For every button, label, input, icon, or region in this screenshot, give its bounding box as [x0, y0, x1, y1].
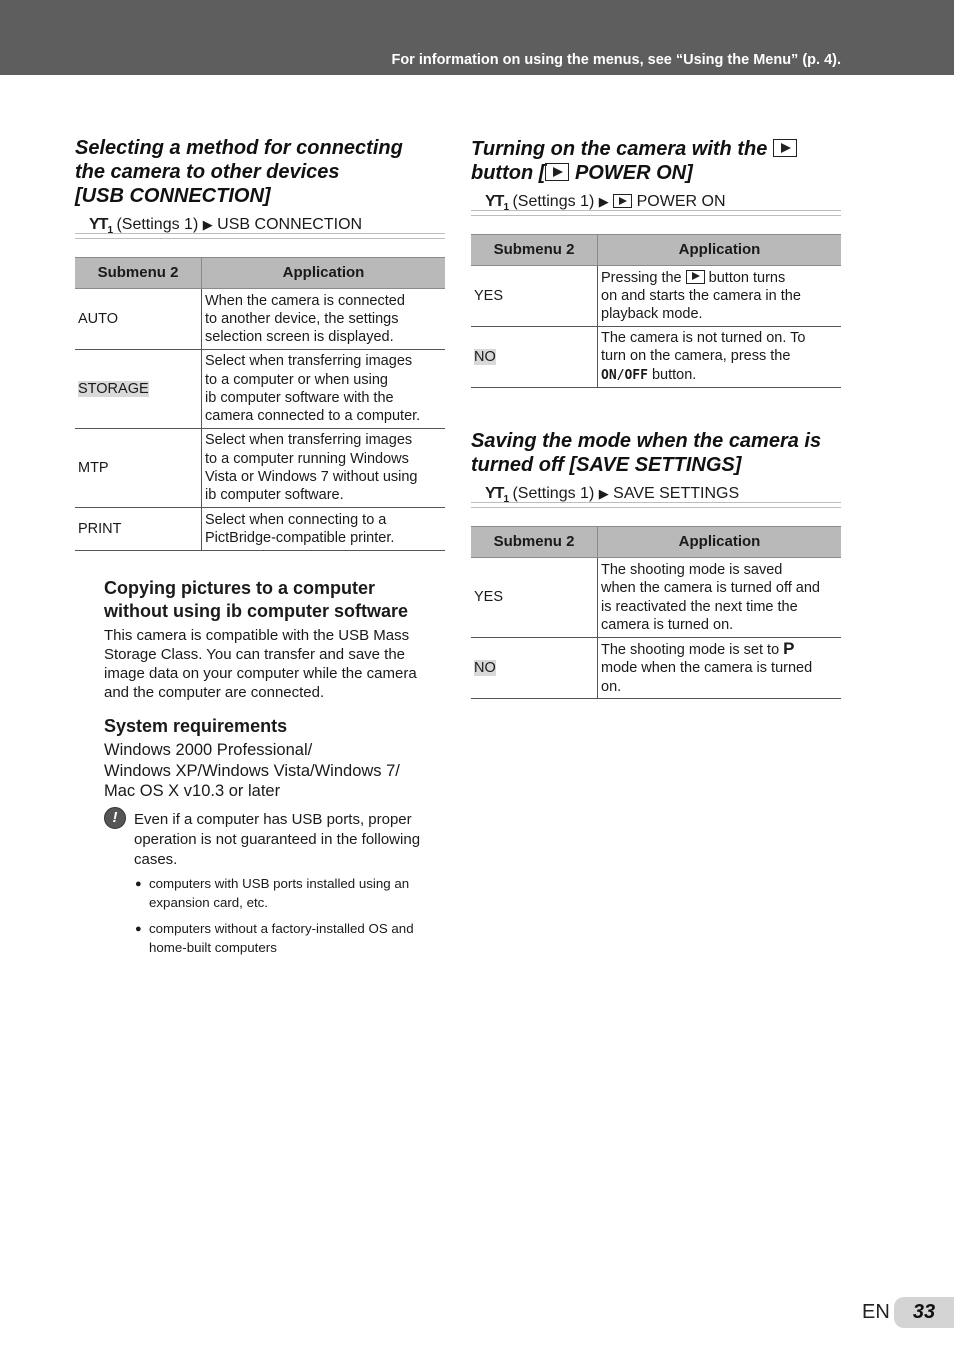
cell-line: camera connected to a computer.	[205, 408, 421, 425]
caution-line: operation is not guaranteed in the following	[134, 831, 421, 848]
cell-line: ib computer software.	[205, 487, 344, 504]
table-row	[471, 266, 841, 327]
table-row	[471, 327, 841, 388]
cell-line: When the camera is connected	[205, 292, 405, 309]
path-item-label: POWER ON	[632, 193, 726, 210]
body-line: This camera is compatible with the USB Mass	[104, 627, 410, 644]
caution-bullet	[135, 920, 414, 957]
playback-button-icon	[613, 194, 632, 208]
path-item-label: SAVE SETTINGS	[608, 485, 740, 502]
copying-body	[104, 626, 417, 702]
title-line: [USB CONNECTION]	[75, 185, 271, 207]
caution-icon: !	[104, 807, 126, 829]
page-number: 33	[894, 1297, 954, 1328]
bullet-icon: ●	[135, 923, 142, 935]
cell-line: The shooting mode is set to P	[601, 639, 795, 659]
cell-line: is reactivated the next time the	[601, 598, 798, 615]
table-row	[471, 558, 841, 638]
cell-line: Select when transferring images	[205, 432, 413, 449]
requirement-line: Mac OS X v10.3 or later	[104, 782, 281, 800]
submenu-option: AUTO	[78, 310, 119, 327]
submenu-option: YES	[474, 287, 504, 304]
title-line: Turning on the camera with the	[471, 137, 841, 161]
path-settings-label: (Settings 1)	[508, 193, 599, 210]
arrow-right-icon: ▶	[598, 486, 609, 501]
table-row	[75, 350, 445, 429]
system-requirements-list	[104, 740, 400, 802]
cell-line: Vista or Windows 7 without using	[205, 469, 418, 485]
cell-line: camera is turned on.	[601, 616, 734, 633]
bullet-line: computers without a factory-installed OS and	[149, 921, 414, 936]
table-row	[75, 289, 445, 350]
cell-line: playback mode.	[601, 306, 703, 323]
playback-button-icon	[545, 163, 569, 181]
usb-connection-title	[75, 136, 445, 208]
cell-line: PictBridge-compatible printer.	[205, 530, 395, 546]
cell-line: to a computer running Windows	[205, 450, 409, 467]
caution-line: Even if a computer has USB ports, proper	[134, 811, 412, 828]
submenu-option: STORAGE	[78, 380, 149, 397]
column-header: Application	[598, 527, 842, 558]
submenu-option: MTP	[78, 459, 109, 476]
path-settings-label: (Settings 1)	[112, 216, 203, 233]
header-bar	[0, 0, 954, 75]
cell-line: ON/OFF button.	[601, 366, 697, 383]
arrow-right-icon: ▶	[202, 217, 213, 232]
submenu-option: PRINT	[78, 520, 122, 537]
save-settings-title	[471, 429, 841, 477]
heading-line: Copying pictures to a computer	[104, 578, 376, 598]
power-on-menu-path	[471, 192, 841, 212]
menu-reference-note: For information on using the menus, see “Using the Menu” (p. 4).	[391, 52, 841, 68]
column-header: Submenu 2	[471, 527, 598, 558]
submenu-option: NO	[474, 659, 496, 676]
caution-line: cases.	[134, 851, 178, 868]
bullet-icon: ●	[135, 878, 142, 890]
on-off-button-label: ON/OFF	[601, 367, 648, 383]
caution-bullet	[135, 875, 410, 912]
cell-line: to another device, the settings	[205, 310, 399, 327]
path-item-label: USB CONNECTION	[212, 216, 363, 233]
settings-1-icon: $YT_1$	[485, 485, 509, 506]
requirement-line: Windows 2000 Professional/	[104, 741, 313, 759]
cell-line: Select when transferring images	[205, 353, 413, 370]
table-row	[75, 508, 445, 551]
settings-1-icon: $YT_1$	[89, 216, 113, 237]
title-line: the camera to other devices	[75, 161, 340, 183]
cell-line: when the camera is turned off and	[601, 580, 820, 597]
table-header-row	[471, 527, 841, 558]
cell-line: ib computer software with the	[205, 390, 394, 406]
cell-line: mode when the camera is turned	[601, 660, 813, 677]
save-settings-table	[471, 526, 841, 699]
column-header: Submenu 2	[75, 258, 202, 289]
program-mode-icon: P	[783, 639, 795, 659]
body-line: image data on your computer while the camera	[104, 665, 417, 682]
table-row	[471, 638, 841, 699]
column-header: Submenu 2	[471, 235, 598, 266]
title-line: button [ POWER ON]	[471, 162, 693, 184]
usb-connection-table	[75, 257, 445, 551]
arrow-right-icon: ▶	[598, 194, 609, 209]
submenu-option: YES	[474, 589, 504, 606]
cell-line: on.	[601, 678, 622, 695]
cell-line: turn on the camera, press the	[601, 348, 791, 365]
title-line: turned off [SAVE SETTINGS]	[471, 454, 742, 476]
power-on-table	[471, 234, 841, 388]
path-settings-label: (Settings 1)	[508, 485, 599, 502]
system-requirements-heading: System requirements	[104, 716, 288, 736]
submenu-option: NO	[474, 348, 496, 365]
column-header: Application	[598, 235, 842, 266]
cell-line: The camera is not turned on. To	[601, 330, 806, 347]
bullet-line: computers with USB ports installed using an	[149, 876, 410, 891]
bullet-line: home-built computers	[149, 939, 277, 955]
table-header-row	[471, 235, 841, 266]
column-header: Application	[202, 258, 446, 289]
caution-text	[134, 810, 420, 870]
table-row	[75, 429, 445, 508]
heading-line: without using ib computer software	[104, 601, 409, 621]
power-on-title	[471, 137, 841, 185]
table-header-row	[75, 258, 445, 289]
cell-line: to a computer or when using	[205, 371, 388, 388]
cell-line: The shooting mode is saved	[601, 561, 783, 578]
playback-button-icon	[686, 270, 705, 284]
copying-heading	[104, 577, 408, 623]
cell-line: Select when connecting to a	[205, 511, 387, 528]
bullet-line: expansion card, etc.	[149, 894, 269, 910]
cell-line: on and starts the camera in the	[601, 287, 801, 304]
cell-line: Pressing the button turns	[601, 269, 786, 286]
title-line: Selecting a method for connecting	[75, 137, 403, 159]
usb-connection-menu-path	[75, 215, 445, 235]
requirement-line: Windows XP/Windows Vista/Windows 7/	[104, 761, 400, 780]
cell-line: selection screen is displayed.	[205, 329, 394, 346]
title-line: Saving the mode when the camera is	[471, 430, 822, 452]
language-label: EN	[862, 1301, 890, 1323]
body-line: and the computer are connected.	[104, 684, 325, 701]
save-settings-menu-path	[471, 484, 841, 504]
playback-button-icon	[773, 139, 797, 157]
body-line: Storage Class. You can transfer and save the	[104, 646, 406, 663]
settings-1-icon: $YT_1$	[485, 193, 509, 214]
